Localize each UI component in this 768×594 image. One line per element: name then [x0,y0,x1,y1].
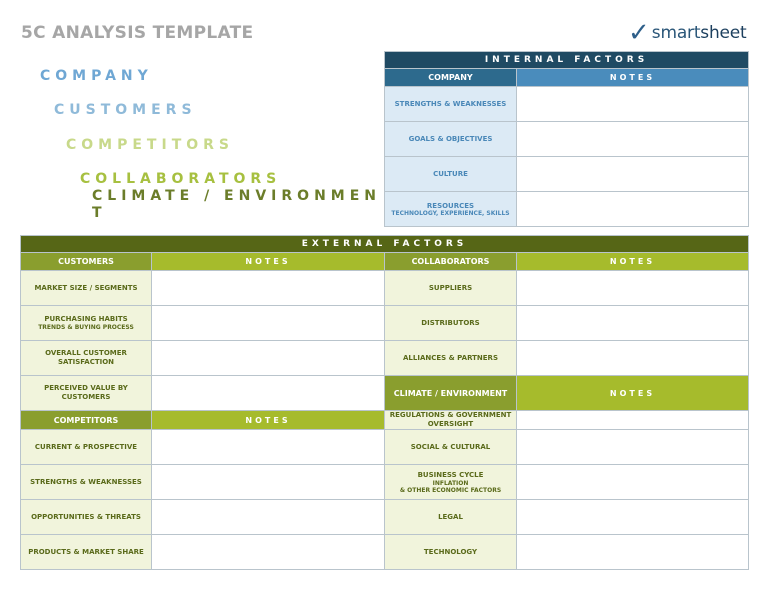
collaborators-notes-cell[interactable] [517,306,749,341]
internal-row-label-text: CULTURE [433,170,468,178]
internal-row-label-text: STRENGTHS & WEAKNESSES [394,100,507,108]
row-label-text: DISTRIBUTORS [421,318,480,327]
c-customers-heading: CUSTOMERS [54,102,197,118]
competitors-notes-header: NOTES [152,411,385,430]
row-label-text: BUSINESS CYCLE [417,470,484,479]
customers-row-label [21,341,152,376]
collaborators-row-label [385,341,517,376]
internal-factors-table [384,51,749,227]
row-label-text: PURCHASING HABITS [44,315,128,323]
collaborators-notes-cell[interactable] [517,341,749,376]
climate-header: CLIMATE / ENVIRONMENT [385,376,517,411]
climate-row-label [385,430,517,465]
c-collaborators-heading: COLLABORATORS [80,171,282,187]
competitors-notes-cell[interactable] [152,465,385,500]
external-band: EXTERNAL FACTORS [21,236,749,253]
logo-wordmark [652,23,747,43]
competitors-row-label [21,535,152,570]
collaborators-row-label [385,271,517,306]
logo-wordmark-part1: smart [651,23,701,43]
internal-col-notes: NOTES [517,69,749,87]
row-label-text: PERCEIVED VALUE BY CUSTOMERS [44,384,128,401]
customers-row-label [21,271,152,306]
internal-row-label-text: GOALS & OBJECTIVES [408,135,493,143]
row-label-text: OPPORTUNITIES & THREATS [31,512,141,521]
internal-row-sublabel: TECHNOLOGY, EXPERIENCE, SKILLS [391,209,510,217]
climate-row-label [385,465,517,500]
internal-col-company: COMPANY [385,69,517,87]
collaborators-row-label [385,306,517,341]
internal-band: INTERNAL FACTORS [385,52,749,69]
customers-notes-cell[interactable] [152,271,385,306]
climate-notes-cell[interactable] [517,535,749,570]
customers-header: CUSTOMERS [21,253,152,271]
customers-row-label [21,376,152,411]
row-sublabel-2: & OTHER ECONOMIC FACTORS [399,486,502,494]
climate-row-label [385,535,517,570]
logo-wordmark-part2: sheet [700,23,747,43]
internal-row-label [385,122,517,157]
row-label-text: PRODUCTS & MARKET SHARE [28,547,144,556]
collaborators-notes-cell[interactable] [517,271,749,306]
internal-row-label-text: RESOURCES [426,201,475,210]
customers-notes-cell[interactable] [152,341,385,376]
customers-notes-cell[interactable] [152,306,385,341]
external-factors-table [20,235,749,570]
row-label-text: ALLIANCES & PARTNERS [403,353,498,362]
row-label-text: REGULATIONS & GOVERNMENT OVERSIGHT [389,411,512,428]
customers-notes-cell[interactable] [152,376,385,411]
competitors-notes-cell[interactable] [152,500,385,535]
climate-row-label [385,500,517,535]
row-label-text: STRENGTHS & WEAKNESSES [30,477,142,486]
c-climate-heading: CLIMATE / ENVIRONMENT [92,188,381,221]
customers-row-label [21,306,152,341]
internal-row-label [385,157,517,192]
climate-notes-cell[interactable] [517,411,749,430]
internal-notes-cell[interactable] [517,87,749,122]
row-label-text: OVERALL CUSTOMER SATISFACTION [45,349,127,366]
competitors-row-label [21,500,152,535]
climate-notes-cell[interactable] [517,430,749,465]
page-title: 5C ANALYSIS TEMPLATE [21,23,254,43]
internal-notes-cell[interactable] [517,192,749,227]
row-label-text: TECHNOLOGY [423,547,478,556]
row-sublabel: INFLATION [432,479,469,487]
climate-notes-header: NOTES [517,376,749,411]
climate-notes-cell[interactable] [517,465,749,500]
internal-row-label [385,192,517,227]
smartsheet-logo [628,19,747,47]
internal-notes-cell[interactable] [517,157,749,192]
row-sublabel: TRENDS & BUYING PROCESS [38,324,134,331]
collaborators-notes-header: NOTES [517,253,749,271]
competitors-notes-cell[interactable] [152,430,385,465]
competitors-row-label [21,430,152,465]
competitors-header: COMPETITORS [21,411,152,430]
row-label-text: SOCIAL & CULTURAL [410,442,491,451]
customers-notes-header: NOTES [152,253,385,271]
competitors-row-label [21,465,152,500]
c-company-heading: COMPANY [40,68,153,84]
collaborators-header: COLLABORATORS [385,253,517,271]
internal-row-label [385,87,517,122]
internal-notes-cell[interactable] [517,122,749,157]
row-label-text: MARKET SIZE / SEGMENTS [34,283,138,292]
row-label-text: LEGAL [438,512,463,521]
climate-row-label [385,411,517,430]
row-label-text: CURRENT & PROSPECTIVE [34,442,138,451]
c-competitors-heading: COMPETITORS [66,137,235,153]
checkmark-icon: ✓ [628,18,650,48]
competitors-notes-cell[interactable] [152,535,385,570]
row-label-text: SUPPLIERS [428,283,473,292]
climate-notes-cell[interactable] [517,500,749,535]
